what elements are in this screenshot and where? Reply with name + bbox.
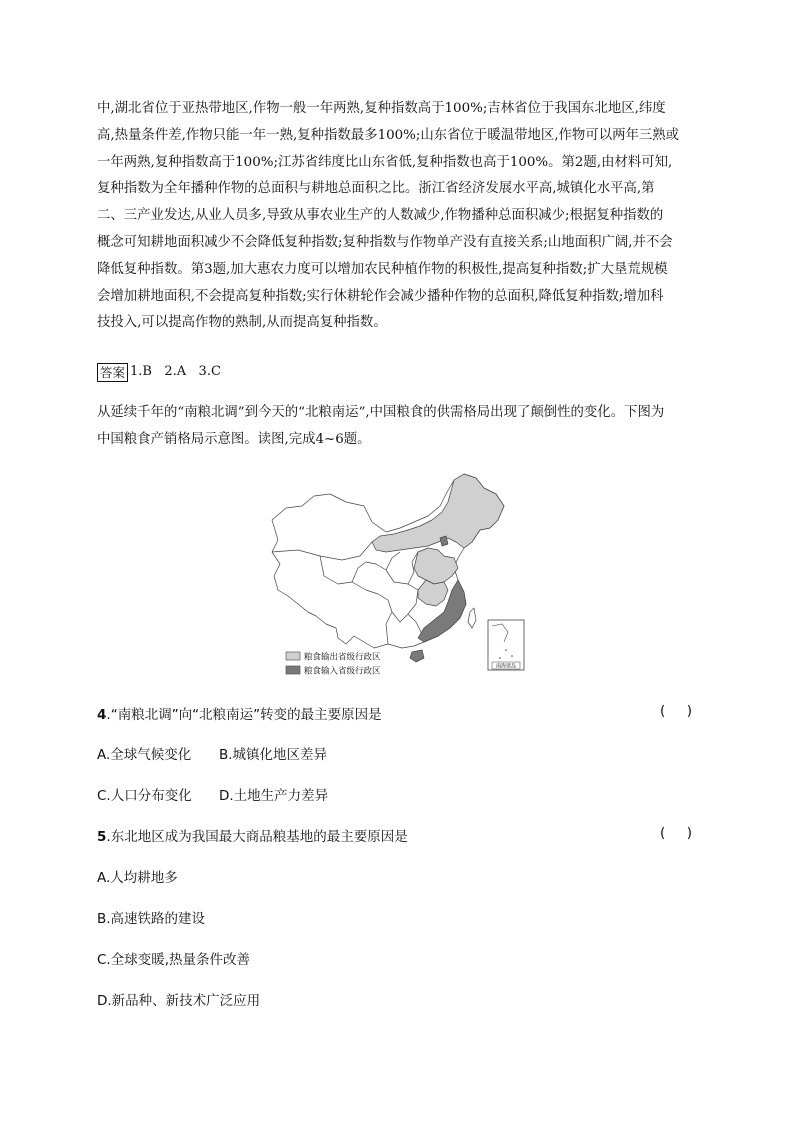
- answer-tag: 答案: [97, 363, 128, 382]
- question-prompt: .“南粮北调”向“北粮南运”转变的最主要原因是: [106, 707, 382, 723]
- question-text: [97, 703, 382, 723]
- question-number: 5: [97, 829, 107, 845]
- legend-swatch-import: [286, 666, 300, 674]
- explanation-line: 降低复种指数。第3题,加大惠农力度可以增加农民种植作物的积极性,提高复种指数;扩大垦荒规模: [97, 261, 668, 277]
- china-grain-map: [268, 472, 530, 680]
- question-text: [97, 825, 408, 845]
- stem-line: 中国粮食产销格局示意图。读图,完成4~6题。: [97, 432, 371, 447]
- explanation-line: 高,热量条件差,作物只能一年一熟,复种指数最多100%;山东省位于暖温带地区,作物可以两年三熟或: [97, 127, 680, 143]
- explanation-line: 中,湖北省位于亚热带地区,作物一般一年两熟,复种指数高于100%;吉林省位于我国东北地区,纬度: [97, 101, 666, 116]
- legend-label-import: 粮食输入省级行政区: [304, 666, 381, 677]
- option-c[interactable]: C.人口分布变化: [97, 788, 192, 804]
- option-d[interactable]: D.土地生产力差异: [219, 788, 329, 804]
- explanation-line: 复种指数为全年播种作物的总面积与耕地总面积之比。浙江省经济发展水平高,城镇化水平高,第: [97, 181, 655, 197]
- map-legend: [286, 652, 381, 677]
- question-number: 4: [97, 707, 107, 723]
- stem-line: 从延续千年的“南粮北调”到今天的“北粮南运”,中国粮食的供需格局出现了颠倒性的变化。下图为: [97, 405, 665, 420]
- answer-line: [97, 361, 221, 383]
- question-stem: [97, 399, 697, 453]
- taiwan-region: [468, 608, 476, 628]
- explanation-text: [97, 96, 697, 337]
- south-china-sea-inset: [488, 620, 524, 670]
- option-c[interactable]: C.全球变暖,热量条件改善: [97, 952, 251, 968]
- question-4: [97, 703, 697, 723]
- map-regions: [272, 474, 504, 662]
- hainan-import-region: [410, 650, 424, 662]
- option-a[interactable]: A.人均耕地多: [97, 870, 178, 886]
- option-row: [97, 784, 328, 804]
- inset-label: 南海诸岛: [495, 663, 517, 670]
- option-a[interactable]: A.全球气候变化: [97, 747, 192, 763]
- legend-swatch-export: [286, 652, 300, 660]
- answer-blank[interactable]: ( ): [660, 825, 692, 841]
- option-row: [97, 743, 327, 763]
- question-prompt: .东北地区成为我国最大商品粮基地的最主要原因是: [106, 829, 408, 845]
- explanation-line: 会增加耕地面积,不会提高复种指数;实行休耕轮作会减少播种作物的总面积,降低复种指数;增加科: [97, 288, 664, 304]
- option-b[interactable]: B.城镇化地区差异: [219, 747, 328, 763]
- explanation-line: 概念可知耕地面积减少不会降低复种指数;复种指数与作物单产没有直接关系;山地面积广阔,并不会: [97, 234, 673, 250]
- option-b[interactable]: B.高速铁路的建设: [97, 911, 206, 927]
- legend-label-export: 粮食输出省级行政区: [304, 652, 381, 663]
- explanation-line: 二、三产业发达,从业人员多,导致从事农业生产的人数减少,作物播种总面积减少;根据复种指数的: [97, 208, 664, 224]
- answer-blank[interactable]: ( ): [660, 703, 692, 719]
- question-5: [97, 825, 697, 845]
- answer-values: 1.B 2.A 3.C: [130, 364, 221, 379]
- explanation-line: 一年两熟,复种指数高于100%;江苏省纬度比山东省低,复种指数也高于100%。第2题,由材料可知,: [97, 154, 673, 170]
- explanation-line: 技投入,可以提高作物的熟制,从而提高复种指数。: [97, 315, 387, 331]
- option-d[interactable]: D.新品种、新技术广泛应用: [97, 993, 261, 1009]
